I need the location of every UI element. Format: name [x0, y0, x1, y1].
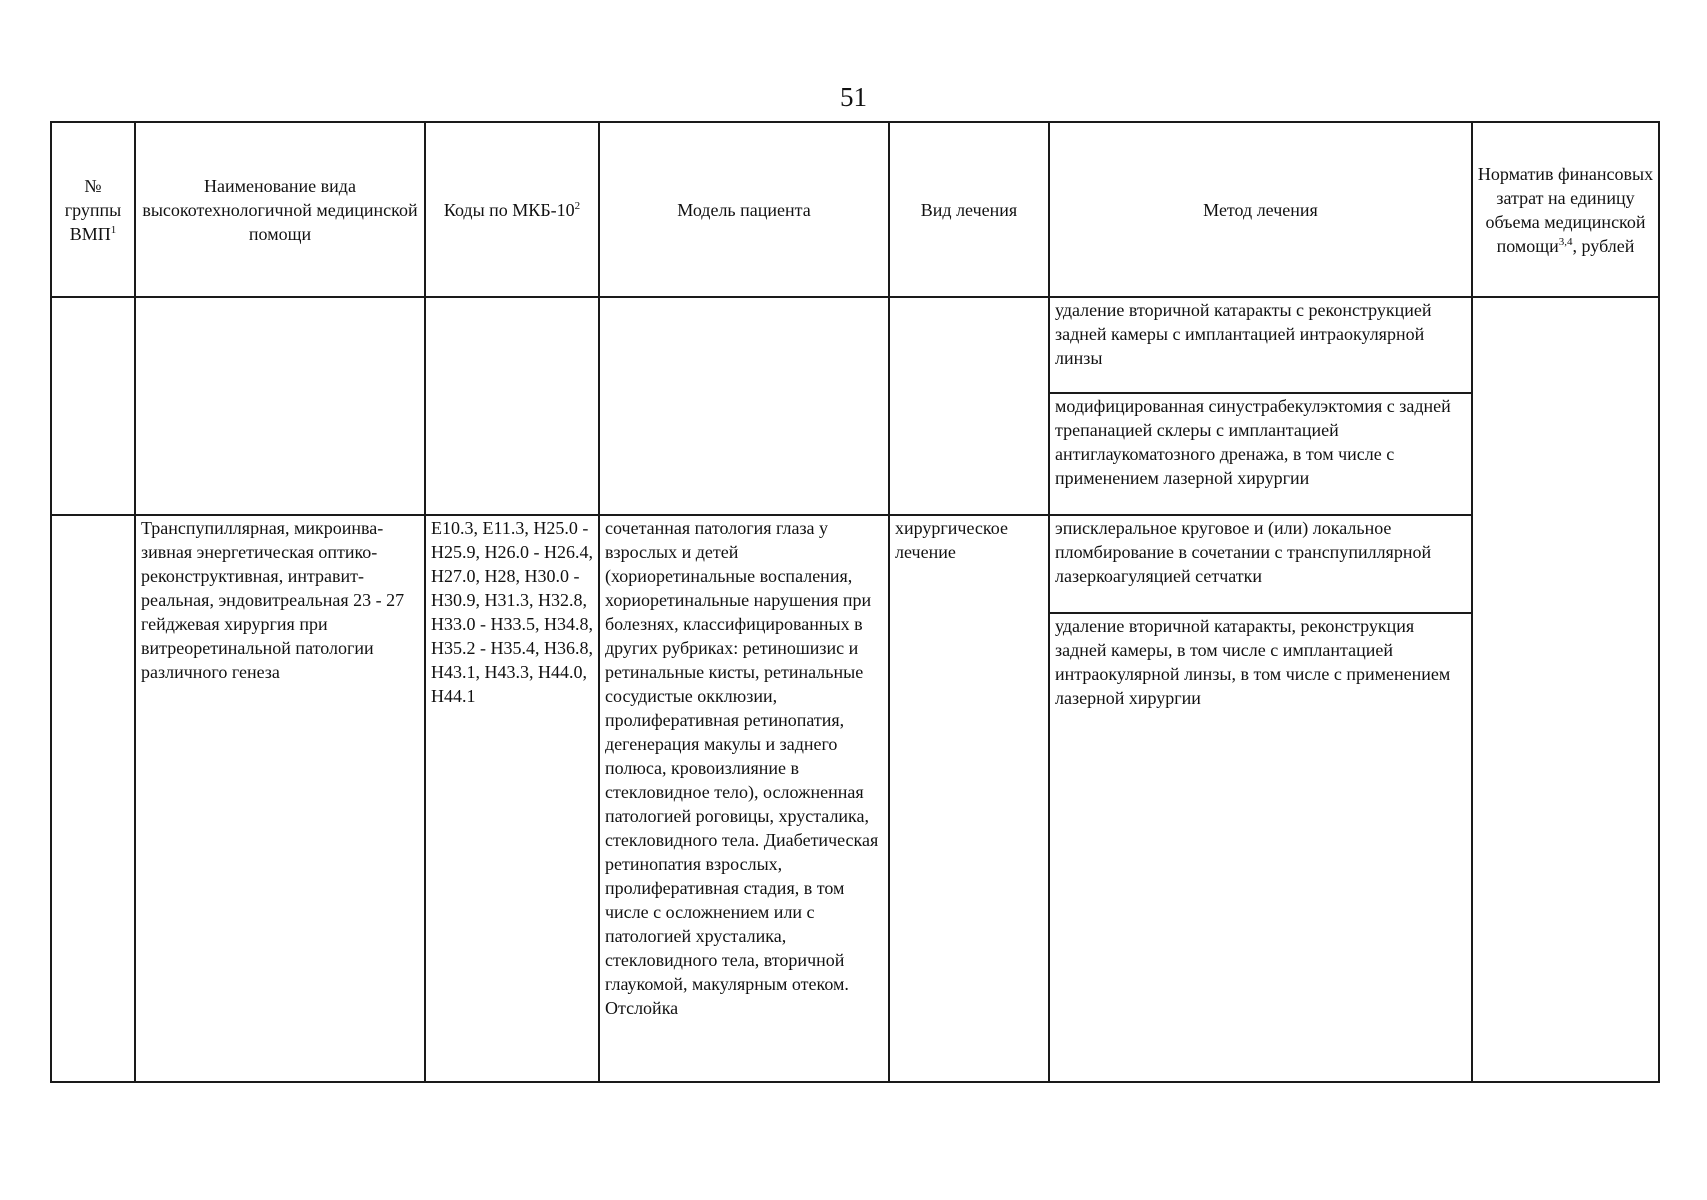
cell-group-no	[51, 297, 135, 515]
header-codes: Коды по МКБ-$10^2$	[425, 122, 599, 297]
table-row	[51, 297, 1659, 393]
cell-method: удаление вторичной катаракты, реконструкция задней камеры, в том числе с имплантацией интраокулярной линзы, в том числе с применением лазерной хирургии	[1049, 613, 1472, 1082]
header-cost-norm: Норматив финансовых затрат на единицу объема медицинской помощи$^{3,4}$, рублей	[1472, 122, 1659, 297]
cell-group-no	[51, 515, 135, 1082]
cell-method: удаление вторичной катаракты с реконструкцией задней камеры с имплантацией интраокулярной линзы	[1049, 297, 1472, 393]
vmp-table	[50, 121, 1660, 1083]
cell-codes	[425, 297, 599, 515]
cell-cost-norm	[1472, 297, 1659, 1082]
table-header-row	[51, 122, 1659, 297]
table-row	[51, 515, 1659, 613]
cell-patient-model: сочетанная патология глаза у взрослых и детей (хориоретинальные воспаления, хориоретинальные нарушения при болезнях, классифицированных в других рубриках: ретиношизис и ретинальные кисты, ретинальные сосудистые окклюзии, пролиферативная ретинопатия, дегенерация макулы и заднего полюса, кровоизлияние в стекловидное тело), осложненная патологией роговицы, хрусталика, стекловидного тела. Диабетическая ретинопатия взрослых, пролиферативная стадия, в том числе с осложнением или с патологией хрусталика, стекловидного тела, вторичной глаукомой, макулярным отеком. Отслойка	[599, 515, 889, 1082]
cell-name	[135, 297, 425, 515]
page-number: 51	[840, 82, 867, 112]
cell-name: Транспупиллярная, микроинва-зивная энергетическая оптико-реконструктивная, интравит-реальная, эндовитреальная 23 - 27 гейджевая хирургия при витреоретинальной патологии различного генеза	[135, 515, 425, 1082]
cell-method: модифицированная синустрабекулэктомия с задней трепанацией склеры с имплантацией антиглаукоматозного дренажа, в том числе с применением лазерной хирургии	[1049, 393, 1472, 515]
cell-treatment-type: хирургическое лечение	[889, 515, 1049, 1082]
header-treatment-method: Метод лечения	[1049, 122, 1472, 297]
header-name: Наименование вида высокотехнологичной медицинской помощи	[135, 122, 425, 297]
cell-codes: E10.3, E11.3, H25.0 - H25.9, H26.0 - H26.4, H27.0, H28, H30.0 - H30.9, H31.3, H32.8, H33.0 - H33.5, H34.8, H35.2 - H35.4, H36.8, H43.1, H43.3, H44.0, H44.1	[425, 515, 599, 1082]
header-group-no: № группы ВМП$^1$	[51, 122, 135, 297]
header-patient-model: Модель пациента	[599, 122, 889, 297]
cell-treatment-type	[889, 297, 1049, 515]
cell-patient-model	[599, 297, 889, 515]
header-treatment-type: Вид лечения	[889, 122, 1049, 297]
cell-method: эписклеральное круговое и (или) локальное пломбирование в сочетании с транспупиллярной лазеркоагуляцией сетчатки	[1049, 515, 1472, 613]
